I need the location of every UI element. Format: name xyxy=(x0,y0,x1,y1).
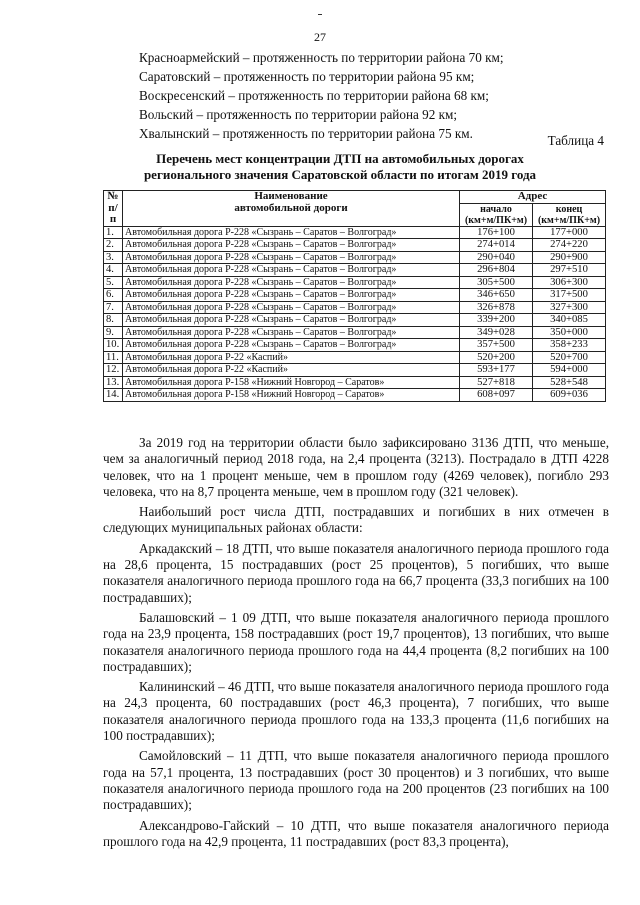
row-start: 176+100 xyxy=(460,226,533,239)
row-road-name: Автомобильная дорога Р-228 «Сызрань – Саратов – Волгоград» xyxy=(123,289,460,302)
row-num: 14. xyxy=(104,389,123,402)
row-end: 340+085 xyxy=(533,314,606,327)
row-end: 177+000 xyxy=(533,226,606,239)
table-label: Таблица 4 xyxy=(547,133,604,148)
row-road-name: Автомобильная дорога Р-228 «Сызрань – Саратов – Волгоград» xyxy=(123,314,460,327)
table-row xyxy=(104,326,606,339)
row-num: 4. xyxy=(104,264,123,277)
row-start: 608+097 xyxy=(460,389,533,402)
paragraph: За 2019 год на территории области было зафиксировано 3136 ДТП, что меньше, чем за аналогичный период 2018 года, на 2,4 процента (3213). Пострадало в ДТП 4228 человек, что на 1 процент меньше, чем в прошлом году (4269 человек), погибло 293 человека, что на 8,7 процента меньше, чем в прошлом году (321 человек). xyxy=(103,435,609,499)
row-road-name: Автомобильная дорога Р-228 «Сызрань – Саратов – Волгоград» xyxy=(123,339,460,352)
header-name-line: Наименование xyxy=(254,190,328,202)
row-road-name: Автомобильная дорога Р-228 «Сызрань – Саратов – Волгоград» xyxy=(123,251,460,264)
row-start: 305+500 xyxy=(460,276,533,289)
row-start: 527+818 xyxy=(460,376,533,389)
row-num: 12. xyxy=(104,364,123,377)
table-title-line: регионального значения Саратовской области по итогам 2019 года xyxy=(143,166,537,182)
table-title xyxy=(60,151,620,182)
row-end: 520+700 xyxy=(533,351,606,364)
table-row xyxy=(104,239,606,252)
row-start: 290+040 xyxy=(460,251,533,264)
row-num: 6. xyxy=(104,289,123,302)
row-num: 8. xyxy=(104,314,123,327)
intro-line: Вольский – протяженность по территории района 92 км; xyxy=(139,107,458,123)
header-address: Адрес xyxy=(460,191,606,204)
table-row xyxy=(104,376,606,389)
row-road-name: Автомобильная дорога Р-228 «Сызрань – Саратов – Волгоград» xyxy=(123,326,460,339)
paragraph: Балашовский – 1 09 ДТП, что выше показателя аналогичного периода прошлого года на 23,9 процента, 158 пострадавших (рост 19,7 процентов), 13 погибших, что выше показателя аналогичного периода прошлого года на 44,4 процента (8,2 погибших на 100 пострадавших); xyxy=(103,609,609,674)
table-row xyxy=(104,226,606,239)
row-road-name: Автомобильная дорога Р-158 «Нижний Новгород – Саратов» xyxy=(123,389,460,402)
header-start-line: (км+м/ПК+м) xyxy=(464,214,528,226)
paragraph: Александрово-Гайский – 10 ДТП, что выше показателя аналогичного периода прошлого года на 42,9 процента, 11 пострадавших (рост 83,3 процента), xyxy=(103,817,609,849)
header-num: № п/п xyxy=(104,191,123,227)
row-end: 327+300 xyxy=(533,301,606,314)
header-end xyxy=(533,203,606,226)
row-end: 297+510 xyxy=(533,264,606,277)
row-road-name: Автомобильная дорога Р-228 «Сызрань – Саратов – Волгоград» xyxy=(123,239,460,252)
table-row xyxy=(104,314,606,327)
row-num: 5. xyxy=(104,276,123,289)
table-row xyxy=(104,351,606,364)
header-end-line: (км+м/ПК+м) xyxy=(537,214,601,226)
row-end: 290+900 xyxy=(533,251,606,264)
header-name xyxy=(123,191,460,227)
row-road-name: Автомобильная дорога Р-228 «Сызрань – Саратов – Волгоград» xyxy=(123,226,460,239)
row-end: 358+233 xyxy=(533,339,606,352)
row-end: 609+036 xyxy=(533,389,606,402)
row-road-name: Автомобильная дорога Р-22 «Каспий» xyxy=(123,351,460,364)
table-row xyxy=(104,389,606,402)
row-road-name: Автомобильная дорога Р-228 «Сызрань – Саратов – Волгоград» xyxy=(123,264,460,277)
dtp-table xyxy=(103,190,606,402)
intro-list xyxy=(139,48,504,143)
table-row xyxy=(104,301,606,314)
header-name-line: автомобильной дороги xyxy=(234,201,348,214)
row-start: 326+878 xyxy=(460,301,533,314)
row-start: 346+650 xyxy=(460,289,533,302)
row-end: 317+500 xyxy=(533,289,606,302)
intro-line: Воскресенский – протяженность по территории района 68 км; xyxy=(139,88,489,104)
body-text xyxy=(103,435,609,850)
row-start: 349+028 xyxy=(460,326,533,339)
table-row xyxy=(104,289,606,302)
row-start: 520+200 xyxy=(460,351,533,364)
header-start xyxy=(460,203,533,226)
row-start: 339+200 xyxy=(460,314,533,327)
intro-line: Саратовский – протяженность по территории района 95 км; xyxy=(139,69,475,85)
row-end: 306+300 xyxy=(533,276,606,289)
row-num: 2. xyxy=(104,239,123,252)
table-row xyxy=(104,339,606,352)
row-start: 357+500 xyxy=(460,339,533,352)
row-road-name: Автомобильная дорога Р-158 «Нижний Новгород – Саратов» xyxy=(123,376,460,389)
table-title-line: Перечень мест концентрации ДТП на автомобильных дорогах xyxy=(156,151,524,166)
row-end: 274+220 xyxy=(533,239,606,252)
row-num: 3. xyxy=(104,251,123,264)
row-num: 7. xyxy=(104,301,123,314)
row-num: 1. xyxy=(104,226,123,239)
row-road-name: Автомобильная дорога Р-228 «Сызрань – Саратов – Волгоград» xyxy=(123,301,460,314)
table-body xyxy=(104,226,606,401)
row-start: 274+014 xyxy=(460,239,533,252)
intro-line: Хвалынский – протяженность по территории района 75 км. xyxy=(139,126,473,142)
row-num: 9. xyxy=(104,326,123,339)
row-start: 296+804 xyxy=(460,264,533,277)
paragraph: Аркадакский – 18 ДТП, что выше показателя аналогичного периода прошлого года на 28,6 процента, 15 пострадавших (рост 25 процентов), 5 погибших, что выше показателя аналогичного периода прошлого года на 66,7 процента (33,3 погибших на 100 пострадавших); xyxy=(103,540,609,605)
row-end: 594+000 xyxy=(533,364,606,377)
paragraph: Самойловский – 11 ДТП, что выше показателя аналогичного периода прошлого года на 57,1 процента, 13 пострадавших (рост 30 процентов) и 3 погибших, что выше показателя аналогичного периода прошлого года на 200 процентов (23 погибших на 100 пострадавших); xyxy=(103,748,609,813)
row-road-name: Автомобильная дорога Р-22 «Каспий» xyxy=(123,364,460,377)
row-end: 350+000 xyxy=(533,326,606,339)
row-num: 10. xyxy=(104,339,123,352)
intro-line: Красноармейский – протяженность по территории района 70 км; xyxy=(139,50,504,65)
row-num: 11. xyxy=(104,351,123,364)
paragraph: Наибольший рост числа ДТП, пострадавших и погибших в них отмечен в следующих муниципальных районах области: xyxy=(103,504,609,536)
table-row xyxy=(104,276,606,289)
row-num: 13. xyxy=(104,376,123,389)
table-row xyxy=(104,251,606,264)
header-start-line: начало xyxy=(480,203,512,215)
row-end: 528+548 xyxy=(533,376,606,389)
top-mark xyxy=(318,14,322,15)
page-number: 27 xyxy=(314,30,326,44)
table-row xyxy=(104,364,606,377)
paragraph: Калининский – 46 ДТП, что выше показателя аналогичного периода прошлого года на 24,3 процента, 60 пострадавших (рост 46,3 процента), 7 погибших, что выше показателя аналогичного периода прошлого года на 133,3 процента (11,6 погибших на 100 пострадавших); xyxy=(103,679,609,744)
table-row xyxy=(104,264,606,277)
header-end-line: конец xyxy=(555,203,583,215)
row-start: 593+177 xyxy=(460,364,533,377)
row-road-name: Автомобильная дорога Р-228 «Сызрань – Саратов – Волгоград» xyxy=(123,276,460,289)
